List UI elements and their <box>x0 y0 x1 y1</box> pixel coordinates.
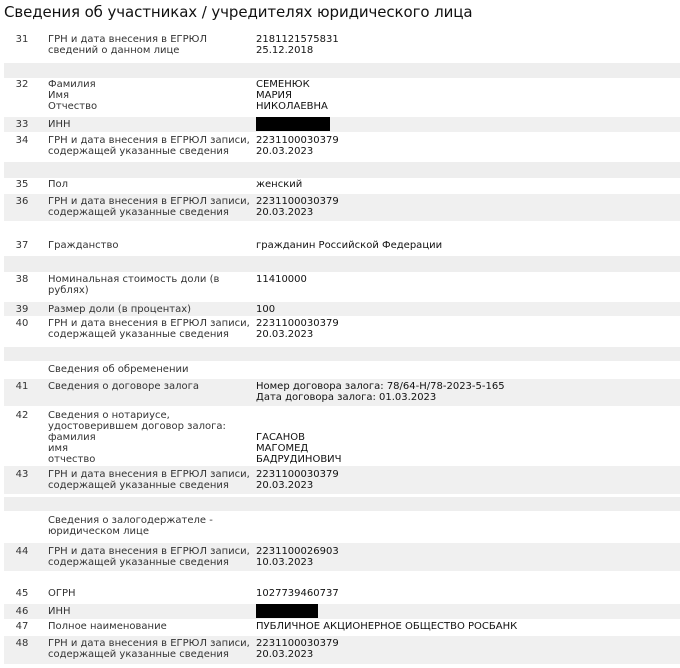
row-number: 33 <box>15 119 29 130</box>
row-number: 40 <box>15 318 29 329</box>
row-label: ИНН <box>48 119 71 130</box>
row-value: ГАСАНОВ МАГОМЕД БАДРУДИНОВИЧ <box>256 432 342 465</box>
row-value: Номер договора залога: 78/64-Н/78-2023-5-165 Дата договора залога: 01.03.2023 <box>256 381 505 403</box>
table-row <box>4 318 680 345</box>
row-value: 100 <box>256 304 276 315</box>
row-label: ГРН и дата внесения в ЕГРЮЛ записи, содержащей указанные сведения <box>48 638 250 660</box>
row-spacer <box>4 497 680 511</box>
row-value: 2231100030379 20.03.2023 <box>256 196 339 218</box>
row-value: гражданин Российской Федерации <box>256 240 443 251</box>
row-spacer <box>4 63 680 78</box>
row-number: 32 <box>15 79 29 90</box>
table-row <box>4 240 680 254</box>
table-row <box>4 621 680 635</box>
row-value: 2231100026903 10.03.2023 <box>256 546 339 568</box>
row-value <box>256 117 676 131</box>
row-value: СЕМЕНЮК МАРИЯ НИКОЛАЕВНА <box>256 79 328 112</box>
row-number: 34 <box>15 135 29 146</box>
row-label: Фамилия Имя Отчество <box>48 79 98 112</box>
row-value: 11410000 <box>256 274 307 285</box>
row-value: женский <box>256 179 303 190</box>
row-label: Пол <box>48 179 69 190</box>
row-label: ГРН и дата внесения в ЕГРЮЛ сведений о данном лице <box>48 34 207 56</box>
row-value: ПУБЛИЧНОЕ АКЦИОНЕРНОЕ ОБЩЕСТВО РОСБАНК <box>256 621 518 632</box>
row-value: 2231100030379 20.03.2023 <box>256 638 339 660</box>
row-label: Номинальная стоимость доли (в рублях) <box>48 274 220 296</box>
row-number: 43 <box>15 469 29 480</box>
row-number: 38 <box>15 274 29 285</box>
row-label: ГРН и дата внесения в ЕГРЮЛ записи, содержащей указанные сведения <box>48 135 250 157</box>
row-number: 48 <box>15 638 29 649</box>
row-label: ГРН и дата внесения в ЕГРЮЛ записи, содержащей указанные сведения <box>48 469 250 491</box>
row-spacer <box>4 256 680 272</box>
section-header-encumbrance <box>4 364 680 378</box>
table-row <box>4 34 680 62</box>
row-number: 45 <box>15 588 29 599</box>
row-value: 2231100030379 20.03.2023 <box>256 318 339 340</box>
row-value <box>256 604 676 618</box>
row-label: ГРН и дата внесения в ЕГРЮЛ записи, содержащей указанные сведения <box>48 318 250 340</box>
table-row <box>4 135 680 161</box>
row-label: ОГРН <box>48 588 76 599</box>
row-number: 42 <box>15 410 29 421</box>
row-label: ИНН <box>48 606 71 617</box>
row-number: 46 <box>15 606 29 617</box>
row-label: Сведения о нотариусе, удостоверившем договор залога: фамилия имя отчество <box>48 410 226 465</box>
row-number: 36 <box>15 196 29 207</box>
table-row <box>4 274 680 301</box>
row-label: ГРН и дата внесения в ЕГРЮЛ записи, содержащей указанные сведения <box>48 196 250 218</box>
table-row <box>4 194 680 221</box>
table-row <box>4 604 680 619</box>
row-number: 39 <box>15 304 29 315</box>
row-number: 35 <box>15 179 29 190</box>
row-value: 2231100030379 20.03.2023 <box>256 135 339 157</box>
table-row <box>4 466 680 494</box>
row-label: Гражданство <box>48 240 119 251</box>
table-row <box>4 117 680 132</box>
page-title: Сведения об участниках / учредителях юридического лица <box>4 3 473 21</box>
row-number: 41 <box>15 381 29 392</box>
table-row <box>4 588 680 602</box>
table-row <box>4 79 680 115</box>
table-row <box>4 379 680 406</box>
redacted-inn <box>256 604 318 618</box>
row-label: Сведения об обременении <box>48 364 189 375</box>
row-label: Сведения о залогодержателе - юридическом лице <box>48 515 213 537</box>
row-value: 2231100030379 20.03.2023 <box>256 469 339 491</box>
row-label: Сведения о договоре залога <box>48 381 200 392</box>
row-number: 37 <box>15 240 29 251</box>
row-value: 1027739460737 <box>256 588 339 599</box>
row-spacer <box>4 347 680 361</box>
row-label: ГРН и дата внесения в ЕГРЮЛ записи, содержащей указанные сведения <box>48 546 250 568</box>
table-row <box>4 302 680 316</box>
table-row <box>4 179 680 193</box>
row-value: 2181121575831 25.12.2018 <box>256 34 339 56</box>
row-label: Размер доли (в процентах) <box>48 304 192 315</box>
section-header-pledgeholder <box>4 515 680 542</box>
row-number: 47 <box>15 621 29 632</box>
table-row <box>4 543 680 571</box>
row-label: Полное наименование <box>48 621 167 632</box>
row-number: 31 <box>15 34 29 45</box>
table-row <box>4 636 680 664</box>
row-spacer <box>4 162 680 178</box>
row-number: 44 <box>15 546 29 557</box>
table-row <box>4 407 680 465</box>
redacted-inn <box>256 117 330 131</box>
